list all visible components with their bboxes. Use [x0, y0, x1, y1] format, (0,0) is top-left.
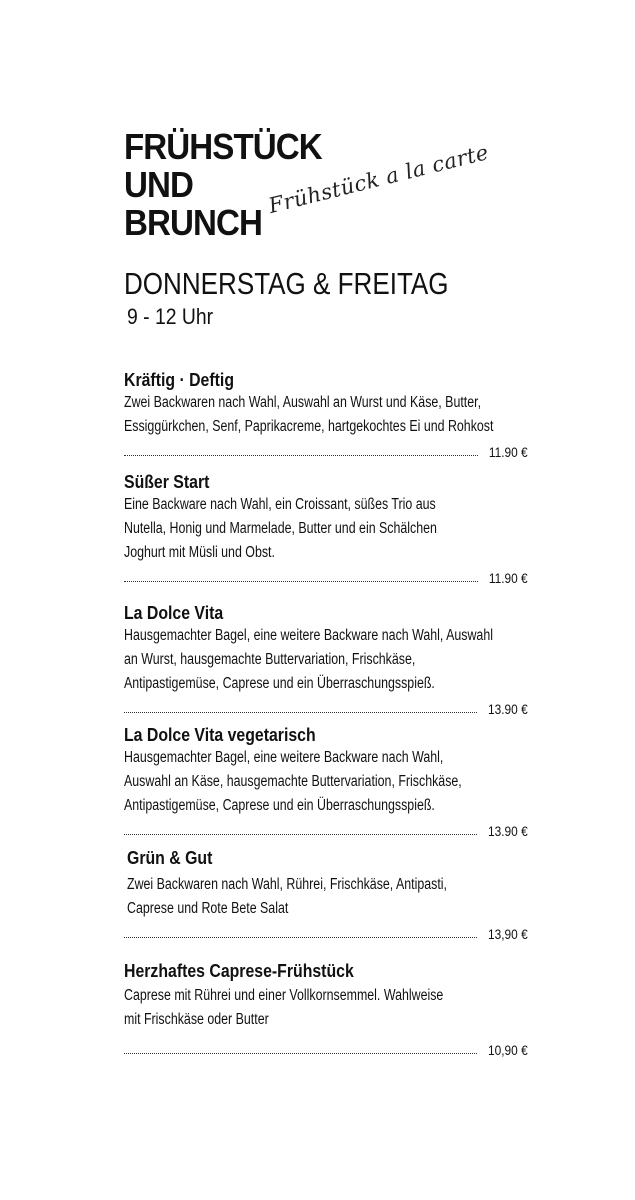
item-desc-line: Hausgemachter Bagel, eine weitere Backware nach Wahl, Auswahl: [124, 627, 493, 644]
item-name: Herzhaftes Caprese-Frühstück: [124, 961, 354, 981]
item-desc-line: an Wurst, hausgemachte Buttervariation, Frischkäse,: [124, 651, 416, 668]
item-price: 11.90 €: [489, 444, 528, 460]
title-line-3: BRUNCH: [124, 202, 262, 243]
item-desc-line: Hausgemachter Bagel, eine weitere Backware nach Wahl,: [124, 749, 444, 766]
item-price: 13.90 €: [488, 823, 528, 839]
item-price: 11.90 €: [489, 570, 528, 586]
item-name: La Dolce Vita: [124, 603, 224, 623]
dot-leader: [124, 1052, 477, 1054]
item-name: Kräftig · Deftig: [124, 370, 234, 390]
dot-leader: [124, 580, 478, 582]
price-row: [124, 699, 528, 717]
menu-item-gruen-und-gut: [124, 848, 528, 942]
item-desc-line: Nutella, Honig und Marmelade, Butter und ein Schälchen: [124, 520, 437, 537]
item-price: 13.90 €: [488, 701, 528, 717]
price-row: [124, 821, 528, 839]
item-desc-line: Zwei Backwaren nach Wahl, Rührei, Frischkäse, Antipasti,: [127, 876, 448, 893]
item-price: 13,90 €: [488, 926, 528, 942]
title-line-1: FRÜHSTÜCK: [124, 126, 322, 167]
menu-item-la-dolce-vita-vegetarisch: [124, 725, 528, 839]
item-name: Süßer Start: [124, 472, 210, 492]
dot-leader: [124, 936, 477, 938]
item-desc-line: Antipastigemüse, Caprese und ein Überraschungsspieß.: [124, 797, 435, 814]
item-desc-line: Zwei Backwaren nach Wahl, Auswahl an Wurst und Käse, Butter,: [124, 394, 482, 411]
dot-leader: [124, 711, 477, 713]
dot-leader: [124, 833, 477, 835]
price-row: [124, 1040, 528, 1058]
days-heading: DONNERSTAG & FREITAG: [124, 266, 449, 301]
menu-item-la-dolce-vita: [124, 603, 528, 717]
price-row: [124, 442, 528, 460]
item-desc-line: Eine Backware nach Wahl, ein Croissant, süßes Trio aus: [124, 496, 436, 513]
item-desc-line: Essiggürkchen, Senf, Paprikacreme, hartgekochtes Ei und Rohkost: [124, 418, 494, 435]
item-name: Grün & Gut: [127, 848, 213, 868]
item-desc-line: Antipastigemüse, Caprese und ein Überraschungsspieß.: [124, 675, 435, 692]
item-desc-line: Joghurt mit Müsli und Obst.: [124, 544, 275, 561]
price-row: [124, 924, 528, 942]
menu-item-herzhaftes-caprese: [124, 961, 528, 1058]
item-price: 10,90 €: [488, 1042, 528, 1058]
menu-item-kraeftig: [124, 370, 528, 460]
item-desc-line: Caprese und Rote Bete Salat: [127, 900, 289, 917]
item-name: La Dolce Vita vegetarisch: [124, 725, 316, 745]
item-desc-line: Auswahl an Käse, hausgemachte Buttervariation, Frischkäse,: [124, 773, 462, 790]
item-desc-line: Caprese mit Rührei und einer Vollkornsemmel. Wahlweise: [124, 987, 444, 1004]
item-desc-line: mit Frischkäse oder Butter: [124, 1011, 269, 1028]
menu-item-suesser-start: [124, 472, 528, 586]
price-row: [124, 568, 528, 586]
title-line-2: UND: [124, 164, 193, 205]
dot-leader: [124, 454, 478, 456]
script-tagline: Frühstück a la carte: [266, 140, 492, 218]
opening-hours: 9 - 12 Uhr: [127, 304, 214, 329]
